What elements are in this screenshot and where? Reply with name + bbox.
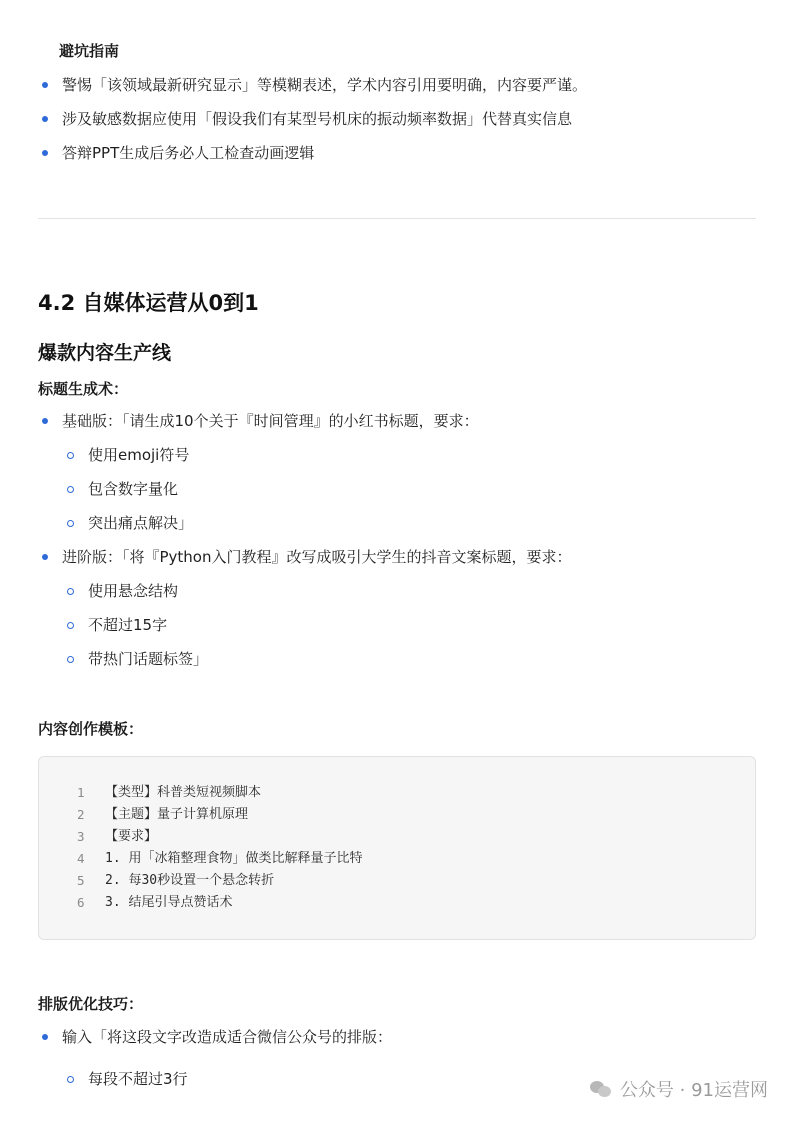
line-number: 4 <box>77 851 85 866</box>
line-number: 1 <box>77 785 85 800</box>
title-gen-list <box>40 404 754 676</box>
code-text: 【主题】量子计算机原理 <box>105 807 249 822</box>
list-item: 涉及敏感数据应使用「假设我们有某型号机床的振动频率数据」代替真实信息 <box>40 102 754 136</box>
watermark-text: 公众号 · 91运营网 <box>619 1080 768 1101</box>
watermark <box>590 1073 768 1105</box>
line-number: 3 <box>77 829 85 844</box>
section-title: 4.2 自媒体运营从0到1 <box>38 291 259 315</box>
code-text: 2. 每30秒设置一个悬念转折 <box>105 873 275 888</box>
sub-list-item: 带热门话题标签」 <box>40 642 754 676</box>
list-item: 进阶版：「将『Python入门教程』改写成吸引大学生的抖音文案标题，要求： <box>40 540 754 574</box>
list-item: 警惕「该领域最新研究显示」等模糊表述，学术内容引用要明确，内容要严谨。 <box>40 68 754 102</box>
sub-list-item: 突出痛点解决」 <box>40 506 754 540</box>
layout-tips-label: 排版优化技巧： <box>38 995 144 1013</box>
section-subtitle: 爆款内容生产线 <box>38 342 172 364</box>
line-number: 6 <box>77 895 85 910</box>
list-item: 输入「将这段文字改造成适合微信公众号的排版： <box>40 1020 754 1054</box>
sub-list-item: 每段不超过3行 <box>40 1062 754 1096</box>
code-block <box>38 756 756 940</box>
list-item: 基础版：「请生成10个关于『时间管理』的小红书标题，要求： <box>40 404 754 438</box>
line-number: 5 <box>77 873 85 888</box>
code-text: 【要求】 <box>105 829 158 844</box>
pitfalls-list <box>40 68 754 170</box>
sub-list-item: 使用悬念结构 <box>40 574 754 608</box>
code-text: 【类型】科普类短视频脚本 <box>105 785 262 800</box>
wechat-icon <box>590 1079 612 1099</box>
sub-list-item: 不超过15字 <box>40 608 754 642</box>
code-text: 3. 结尾引导点赞话术 <box>105 895 233 910</box>
code-text: 1. 用「冰箱整理食物」做类比解释量子比特 <box>105 851 363 866</box>
list-item: 答辩PPT生成后务必人工检查动画逻辑 <box>40 136 754 170</box>
pitfalls-heading: 避坑指南 <box>59 42 120 60</box>
sub-list-item: 包含数字量化 <box>40 472 754 506</box>
layout-tips-list <box>40 1020 754 1054</box>
sub-list-item: 使用emoji符号 <box>40 438 754 472</box>
title-gen-label: 标题生成术： <box>38 380 129 398</box>
line-number: 2 <box>77 807 85 822</box>
section-divider <box>38 218 756 219</box>
content-template-label: 内容创作模板： <box>38 720 144 738</box>
